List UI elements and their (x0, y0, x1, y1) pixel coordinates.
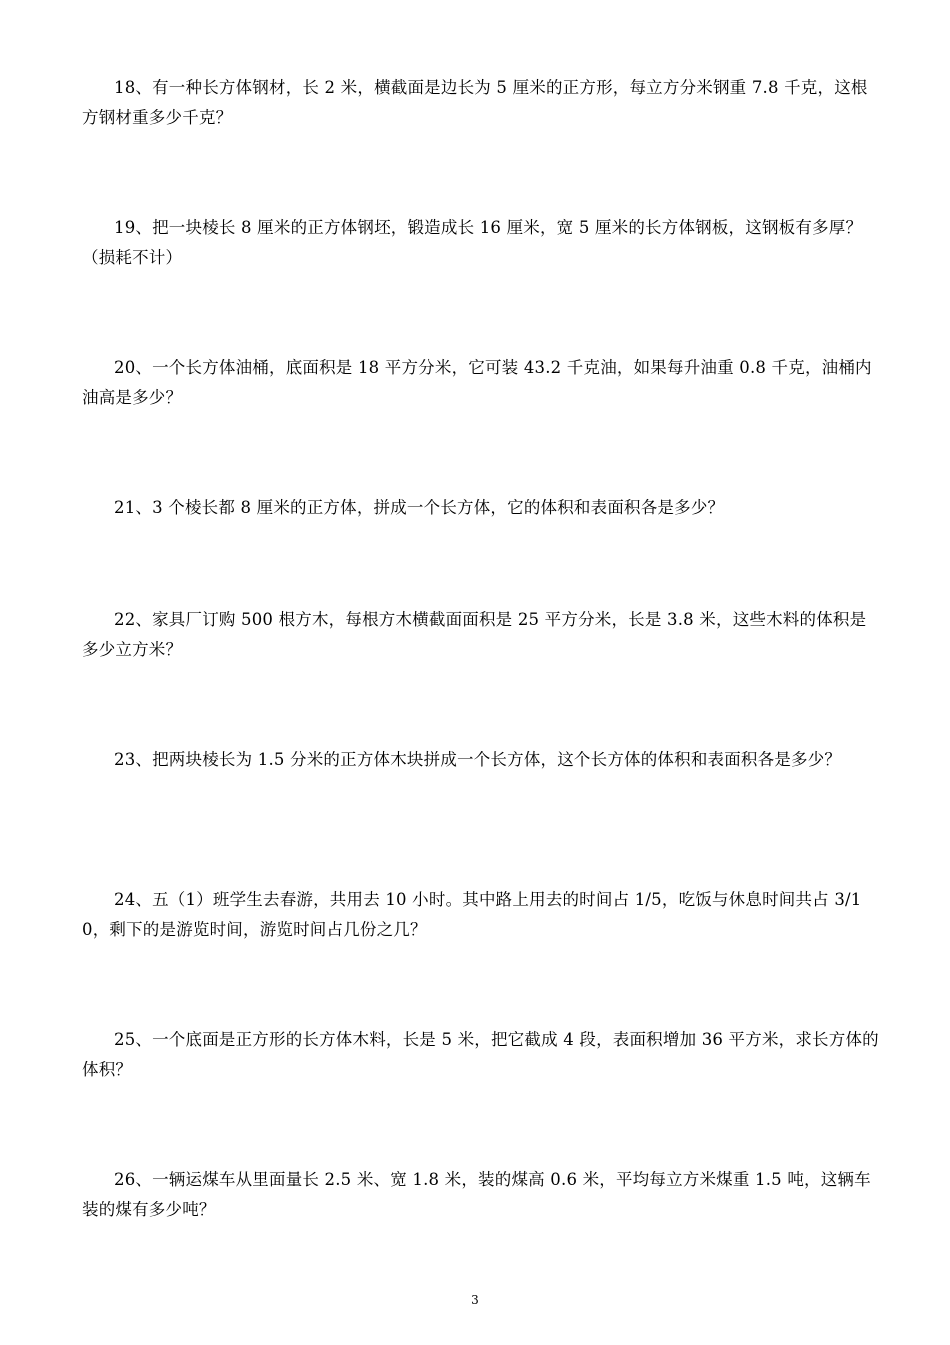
problem-25: 25、一个底面是正方形的长方体木料，长是 5 米，把它截成 4 段，表面积增加 36 平方米，求长方体的体积？ (82, 1030, 879, 1079)
problem-22: 22、家具厂订购 500 根方木，每根方木横截面面积是 25 平方分米，长是 3.8 米，这些木料的体积是多少立方米？ (82, 610, 867, 659)
problem-24: 24、五（1）班学生去春游，共用去 10 小时。其中路上用去的时间占 1/5，吃饭与休息时间共占 3/10，剩下的是游览时间，游览时间占几份之几？ (82, 890, 862, 939)
problem-18: 18、有一种长方体钢材，长 2 米，横截面是边长为 5 厘米的正方形，每立方分米钢重 7.8 千克，这根方钢材重多少千克？ (82, 78, 868, 127)
problem-21: 21、3 个棱长都 8 厘米的正方体，拼成一个长方体，它的体积和表面积各是多少？ (114, 498, 725, 517)
problem-23: 23、把两块棱长为 1.5 分米的正方体木块拼成一个长方体，这个长方体的体积和表面积各是多少？ (114, 750, 842, 769)
problem-20: 20、一个长方体油桶，底面积是 18 平方分米，它可装 43.2 千克油，如果每升油重 0.8 千克，油桶内油高是多少？ (82, 358, 872, 407)
problem-19: 19、把一块棱长 8 厘米的正方体钢坯，锻造成长 16 厘米，宽 5 厘米的长方体钢板，这钢板有多厚？（损耗不计） (82, 218, 863, 267)
problem-26: 26、一辆运煤车从里面量长 2.5 米、宽 1.8 米，装的煤高 0.6 米，平均每立方米煤重 1.5 吨，这辆车装的煤有多少吨？ (82, 1170, 871, 1219)
page-number: 3 (471, 1293, 479, 1307)
